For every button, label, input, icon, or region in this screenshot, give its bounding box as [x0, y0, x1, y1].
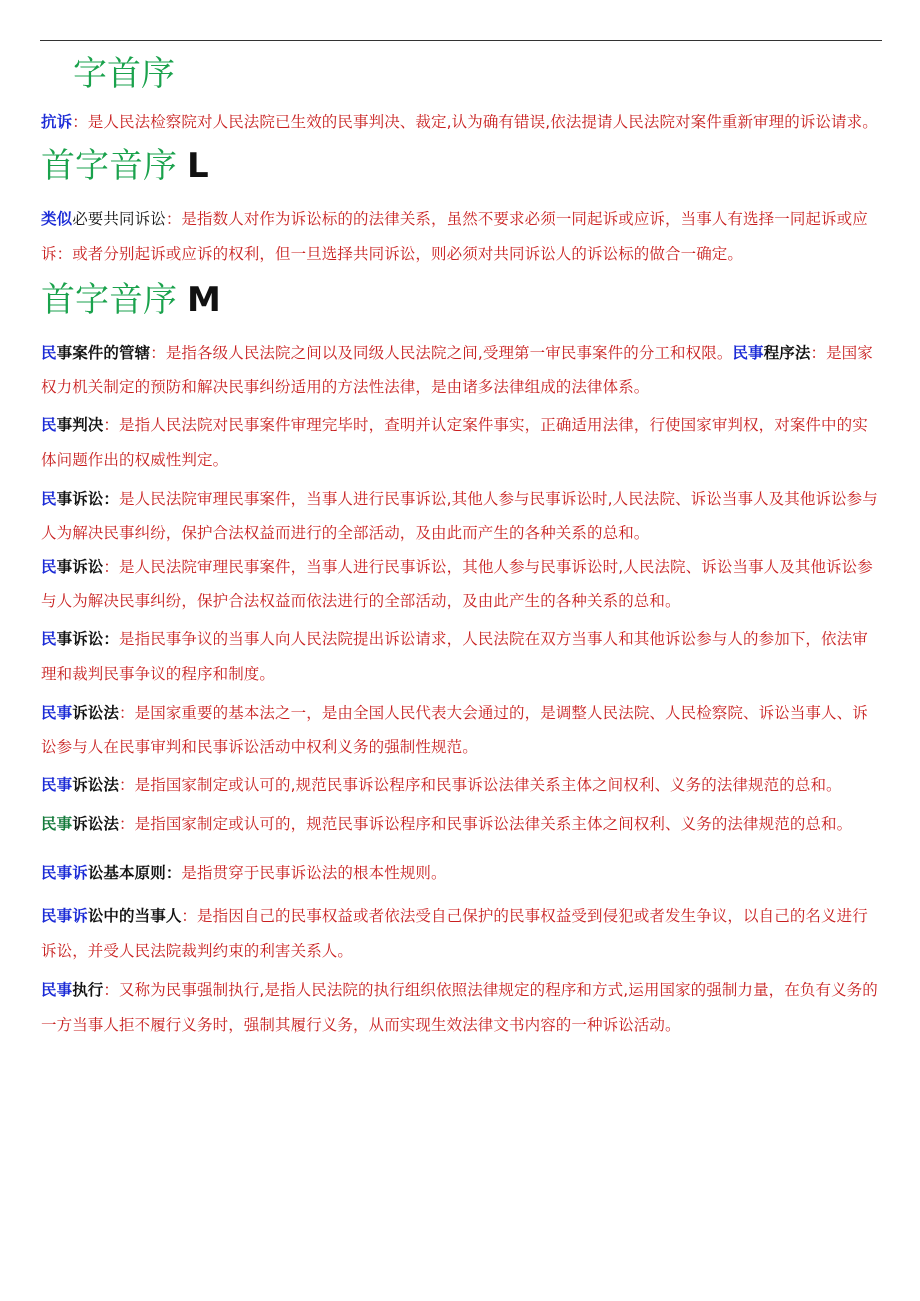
document-page — [41, 52, 883, 1043]
glossary-entry-leisi — [41, 202, 883, 272]
entry-term-2-rest: 程序法 — [763, 344, 811, 362]
entry-term: 抗诉 — [41, 113, 73, 131]
entry-term-rest: 诉讼法 — [72, 815, 120, 833]
glossary-entry-susong-1 — [41, 482, 883, 550]
glossary-entry-guanxia — [41, 336, 883, 404]
entry-definition: ：是指国家制定或认可的，规范民事诉讼程序和民事诉讼法律关系主体之间权利、义务的法律规范的总和。 — [119, 815, 853, 833]
glossary-entry-dangshiren — [41, 899, 883, 969]
entry-term: 类似 — [41, 210, 73, 228]
top-rule — [40, 40, 882, 41]
glossary-entry-susongfa-1 — [41, 696, 883, 764]
entry-term: 民 — [41, 416, 57, 434]
entry-term-rest: 必要共同诉讼 — [72, 210, 166, 228]
entry-term: 民事诉 — [41, 864, 88, 882]
entry-term: 民事 — [41, 704, 73, 722]
entry-term-rest: 执行 — [72, 981, 104, 999]
glossary-entry-panjue — [41, 408, 883, 478]
entry-definition: 是指贯穿于民事诉讼法的根本性规则。 — [181, 864, 447, 882]
entry-term-rest: 诉讼法 — [72, 704, 120, 722]
entry-definition: ：是人民法院审理民事案件，当事人进行民事诉讼，其他人参与民事诉讼时,人民法院、诉讼当事人及其他诉讼参与人为解决民事纠纷，保护合法权益而依法进行的全部活动，及由此产生的各种关系的总和。 — [41, 558, 873, 610]
entry-definition: 是人民法院审理民事案件，当事人进行民事诉讼,其他人参与民事诉讼时,人民法院、诉讼当事人及其他诉讼参与人为解决民事纠纷，保护合法权益而进行的全部活动，及由此而产生的各种关系的总和。 — [41, 490, 878, 542]
entry-term: 民 — [41, 490, 57, 508]
heading-letter: M — [187, 280, 221, 320]
entry-definition-2: ：是国家权力机关制定的预防和解决民事纠纷适用的方法性法律，是由诸多法律组成的法律体系。 — [41, 344, 873, 396]
entry-definition: ：是指国家制定或认可的,规范民事诉讼程序和民事诉讼法律关系主体之间权利、义务的法律规范的总和。 — [119, 776, 842, 794]
heading-text: 字首序 — [73, 54, 175, 94]
entry-definition: ：是指因自己的民事权益或者依法受自己保护的民事权益受到侵犯或者发生争议，以自己的名义进行诉讼，并受人民法院裁判约束的利害关系人。 — [41, 907, 868, 960]
glossary-entry-susong-3 — [41, 622, 883, 692]
section-heading-l — [41, 144, 883, 188]
glossary-entry-susongfa-2 — [41, 768, 883, 803]
glossary-entry-jibenyuanze — [41, 856, 883, 891]
entry-term: 民事 — [41, 981, 73, 999]
entry-term-rest: 事案件的管辖 — [56, 344, 151, 362]
entry-definition: ：又称为民事强制执行,是指人民法院的执行组织依照法律规定的程序和方式,运用国家的强制力量，在负有义务的一方当事人拒不履行义务时，强制其履行义务，从而实现生效法律文书内容的一种诉讼活动。 — [41, 981, 878, 1034]
heading-letter: L — [187, 146, 209, 186]
entry-term: 民事 — [41, 776, 73, 794]
entry-term: 民事诉 — [41, 907, 88, 925]
entry-term-rest: 事判决 — [56, 416, 104, 434]
section-heading-m — [41, 278, 883, 322]
entry-term-2: 民事 — [732, 344, 764, 362]
section-heading — [73, 52, 883, 96]
heading-text: 首字音序 — [41, 146, 177, 186]
entry-term-rest: 讼基本原则： — [87, 864, 182, 882]
glossary-entry-kangsu — [41, 105, 883, 140]
entry-term-rest: 诉讼法 — [72, 776, 120, 794]
entry-term-rest: 事诉讼： — [56, 630, 120, 648]
entry-definition: ：是指人民法院对民事案件审理完毕时，查明并认定案件事实，正确适用法律，行使国家审判权，对案件中的实体问题作出的权威性判定。 — [41, 416, 868, 469]
glossary-entry-susong-2 — [41, 550, 883, 618]
entry-definition: ：是指各级人民法院之间以及同级人民法院之间,受理第一审民事案件的分工和权限。 — [150, 344, 733, 362]
entry-term: 民事 — [41, 815, 73, 833]
heading-text: 首字音序 — [41, 280, 177, 320]
entry-term: 民 — [41, 630, 57, 648]
entry-definition: ：是国家重要的基本法之一，是由全国人民代表大会通过的，是调整人民法院、人民检察院、诉讼当事人、诉讼参与人在民事审判和民事诉讼活动中权利义务的强制性规范。 — [41, 704, 868, 756]
glossary-entry-susongfa-3 — [41, 807, 883, 842]
entry-term: 民 — [41, 558, 57, 576]
entry-definition: ：是指数人对作为诉讼标的的法律关系，虽然不要求必须一同起诉或应诉，当事人有选择一同起诉或应诉：或者分别起诉或应诉的权利，但一旦选择共同诉讼，则必须对共同诉讼人的诉讼标的做合一确定。 — [41, 210, 868, 263]
glossary-entry-zhixing — [41, 973, 883, 1043]
entry-term-rest: 讼中的当事人 — [87, 907, 182, 925]
entry-term: 民 — [41, 344, 57, 362]
entry-term-rest: 事诉讼 — [56, 558, 104, 576]
entry-definition: ：是人民法检察院对人民法院已生效的民事判决、裁定,认为确有错误,依法提请人民法院对案件重新审理的诉讼请求。 — [72, 113, 878, 131]
entry-definition: 是指民事争议的当事人向人民法院提出诉讼请求，人民法院在双方当事人和其他诉讼参与人的参加下，依法审理和裁判民事争议的程序和制度。 — [41, 630, 868, 683]
entry-term-rest: 事诉讼： — [56, 490, 120, 508]
